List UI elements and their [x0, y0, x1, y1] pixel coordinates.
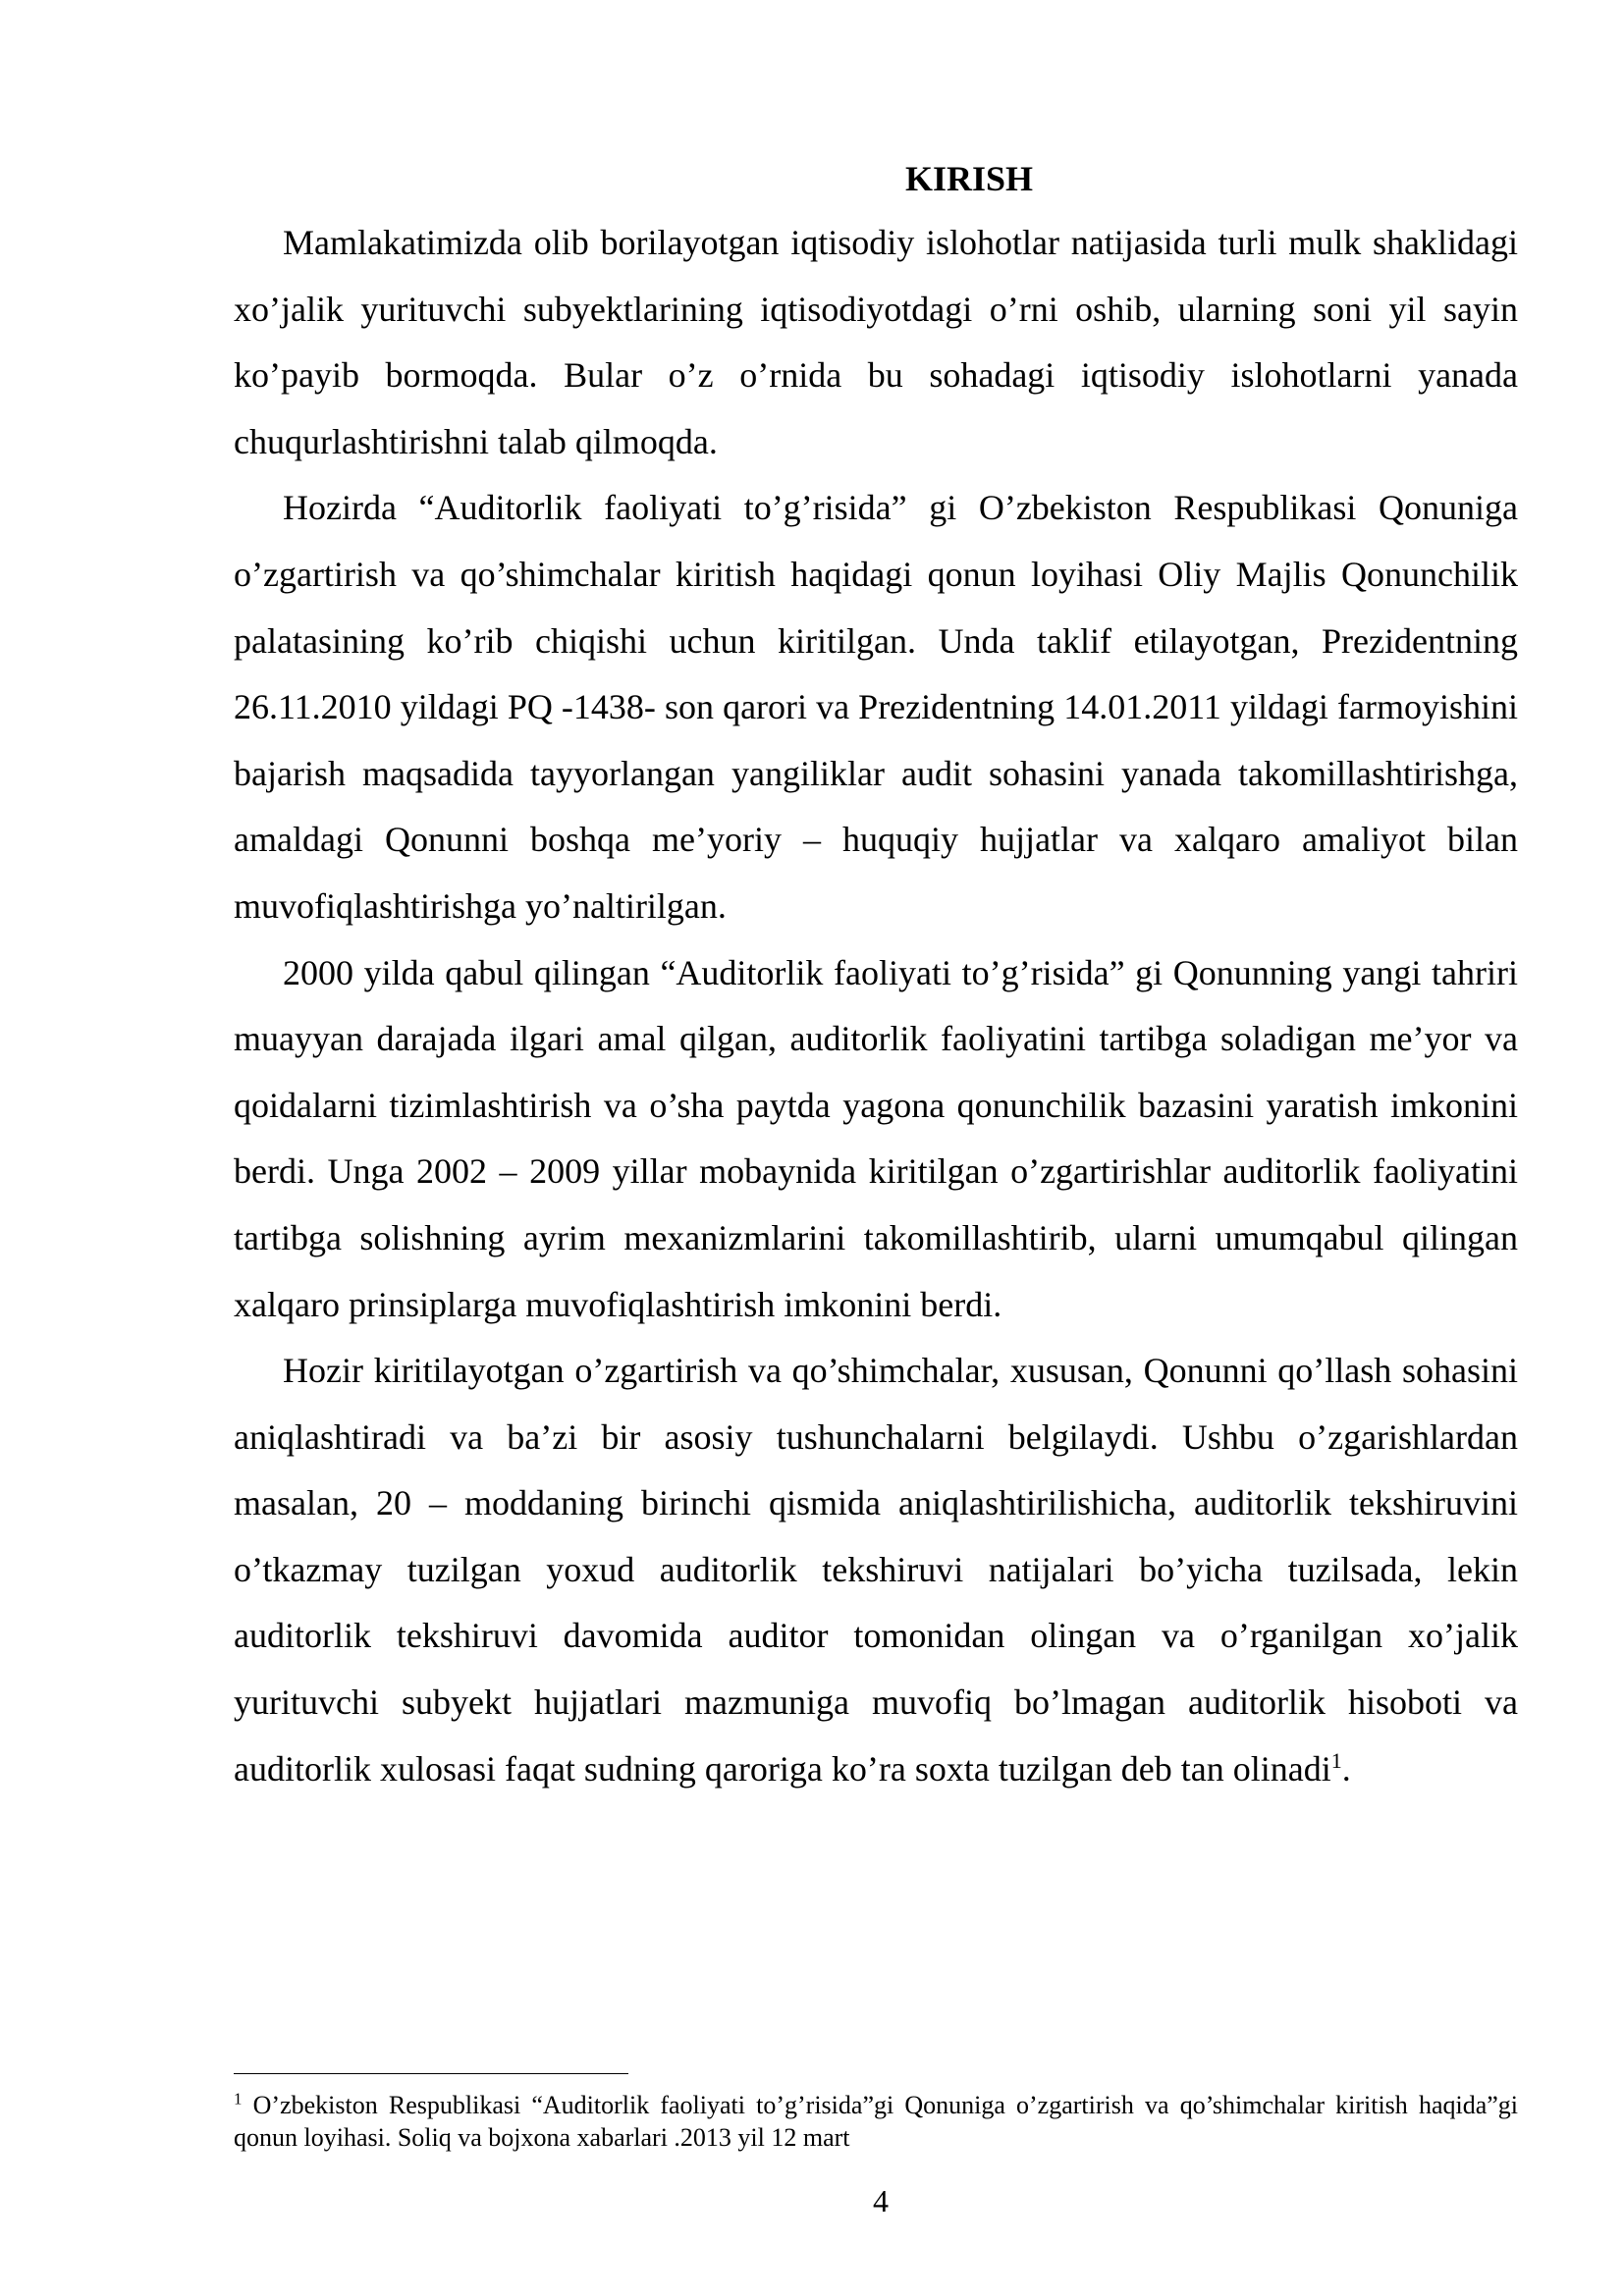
footnote-separator — [234, 2073, 628, 2074]
paragraph-2: Hozirda “Auditorlik faoliyati to’g’risida” gi O’zbekiston Respublikasi Qonuniga o’zgartirish va qo’shimchalar kiritish haqidagi qonun loyihasi Oliy Majlis Qonunchilik palatasining ko’rib chiqishi uchun kiritilgan. Unda taklif etilayotgan, Prezidentning 26.11.2010 yildagi PQ -1438- son qarori va Prezidentning 14.01.2011 yildagi farmoyishini bajarish maqsadida tayyorlangan yangiliklar audit sohasini yanada takomillashtirishga, amaldagi Qonunni boshqa me’yoriy – huquqiy hujjatlar va xalqaro amaliyot bilan muvofiqlashtirishga yo’naltirilgan. — [234, 488, 1518, 926]
page-number: 4 — [873, 2183, 889, 2218]
footnote-number: 1 — [234, 2089, 243, 2109]
footnote — [234, 2089, 1518, 2154]
paragraph-1: Mamlakatimizda olib borilayotgan iqtisodiy islohotlar natijasida turli mulk shaklidagi xo’jalik yurituvchi subyektlarining iqtisodiyotdagi o’rni oshib, ularning soni yil sayin ko’payib bormoqda. Bular o’z o’rnida bu sohadagi iqtisodiy islohotlarni yanada chuqurlashtirishni talab qilmoqda. — [234, 223, 1518, 461]
body-text — [234, 210, 1518, 1802]
footnote-reference[interactable]: 1 — [1330, 1747, 1342, 1773]
footnote-text: O’zbekiston Respublikasi “Auditorlik faoliyati to’g’risida”gi Qonuniga o’zgartirish va qo’shimchalar kiritish haqida”gi qonun loyihasi. Soliq va bojxona xabarlari .2013 yil 12 mart — [234, 2091, 1519, 2152]
paragraph-4 — [234, 1338, 1518, 1802]
paragraph-4-text: Hozir kiritilayotgan o’zgartirish va qo’shimchalar, xususan, Qonunni qo’llash sohasini aniqlashtiradi va ba’zi bir asosiy tushunchalarni belgilaydi. Ushbu o’zgarishlardan masalan, 20 – moddaning birinchi qismida aniqlashtirilishicha, auditorlik tekshiruvini o’tkazmay tuzilgan yoxud auditorlik tekshiruvi natijalari bo’yicha tuzilsada, lekin auditorlik tekshiruvi davomida auditor tomonidan olingan va o’rganilgan xo’jalik yurituvchi subyekt hujjatlari mazmuniga muvofiq bo’lmagan auditorlik hisoboti va auditorlik xulosasi faqat sudning qaroriga ko’ra soxta tuzilgan deb tan olinadi — [234, 1351, 1518, 1789]
paragraph-4-end: . — [1341, 1748, 1351, 1789]
section-heading: KIRISH — [904, 159, 1034, 198]
paragraph-3: 2000 yilda qabul qilingan “Auditorlik faoliyati to’g’risida” gi Qonunning yangi tahriri muayyan darajada ilgari amal qilgan, auditorlik faoliyatini tartibga soladigan me’yor va qoidalarni tizimlashtirish va o’sha paytda yagona qonunchilik bazasini yaratish imkonini berdi. Unga 2002 – 2009 yillar mobaynida kiritilgan o’zgartirishlar auditorlik faoliyatini tartibga solishning ayrim mexanizmlarini takomillashtirib, ularni umumqabul qilingan xalqaro prinsiplarga muvofiqlashtirish imkonini berdi. — [234, 952, 1518, 1324]
